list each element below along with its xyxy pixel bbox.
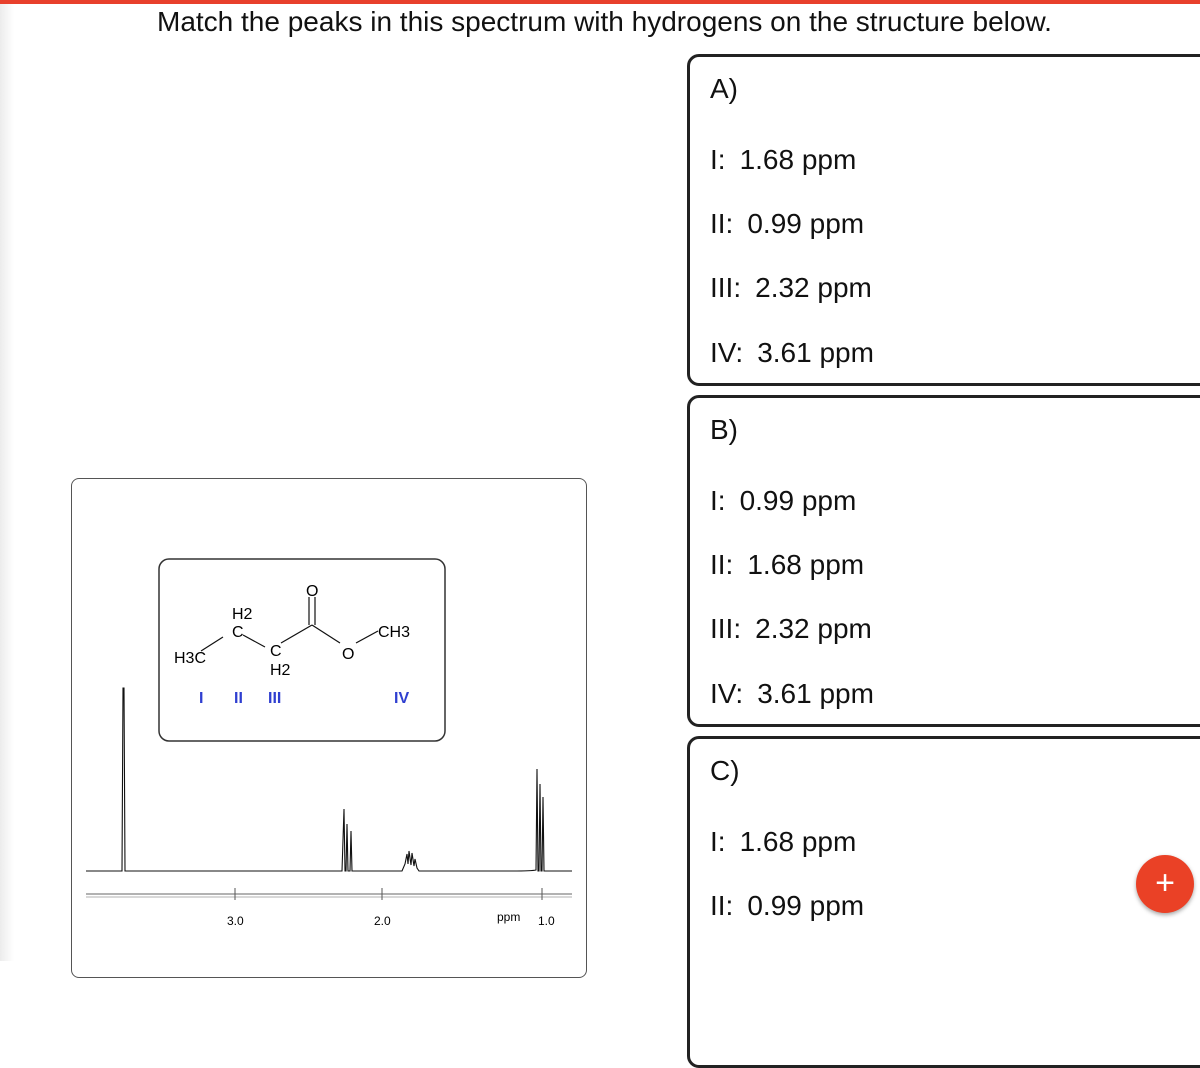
option-letter: A) — [710, 73, 738, 104]
h3c-label: H3C — [174, 650, 207, 667]
answer-line — [710, 485, 856, 517]
answer-line — [710, 549, 864, 581]
answer-value: 1.68 ppm — [739, 826, 857, 857]
tick-label-3: 3.0 — [227, 914, 244, 928]
answer-label: IV: — [710, 678, 744, 709]
option-card-b[interactable] — [687, 395, 1200, 727]
label-iii: III — [268, 690, 282, 707]
answer-line — [710, 208, 864, 240]
option-card-a[interactable] — [687, 54, 1200, 386]
answer-line — [710, 337, 874, 369]
option-letter: B) — [710, 414, 738, 445]
ch2-bottom-h-label: H2 — [270, 662, 291, 679]
ch2-bottom-c-label: C — [270, 643, 282, 660]
option-letter: C) — [710, 755, 740, 786]
answer-value: 1.68 ppm — [739, 144, 857, 175]
option-card-c[interactable] — [687, 736, 1200, 1068]
answer-label: III: — [710, 272, 742, 303]
answer-label: II: — [710, 549, 734, 580]
spectrum-card — [71, 478, 587, 978]
ch2-top-c-label: C — [232, 624, 244, 641]
answer-label: I: — [710, 826, 726, 857]
answer-line — [710, 890, 864, 922]
answer-label: II: — [710, 890, 734, 921]
answer-label: I: — [710, 485, 726, 516]
tick-label-2: 2.0 — [374, 914, 391, 928]
answer-value: 0.99 ppm — [747, 208, 865, 239]
answer-label: IV: — [710, 337, 744, 368]
answer-label: I: — [710, 144, 726, 175]
answer-line — [710, 826, 856, 858]
ch3-label: CH3 — [378, 624, 411, 641]
carbonyl-oxygen-label: O — [306, 583, 319, 600]
label-iv: IV — [394, 690, 410, 707]
tick-label-1: 1.0 — [538, 914, 555, 928]
answer-label: II: — [710, 208, 734, 239]
answer-value: 0.99 ppm — [739, 485, 857, 516]
answer-value: 2.32 ppm — [755, 613, 872, 644]
axis-unit-label: ppm — [497, 910, 521, 924]
answer-value: 3.61 ppm — [757, 678, 874, 709]
answer-value: 3.61 ppm — [757, 337, 874, 368]
label-ii: II — [234, 690, 243, 707]
answer-value: 0.99 ppm — [747, 890, 865, 921]
ch2-top-h-label: H2 — [232, 606, 253, 623]
ester-oxygen-label: O — [342, 646, 355, 663]
nmr-spectrum-figure — [72, 479, 588, 962]
top-accent-bar — [0, 0, 1200, 4]
answer-line — [710, 678, 874, 710]
answer-value: 2.32 ppm — [755, 272, 872, 303]
label-i: I — [199, 690, 204, 707]
add-button[interactable]: + — [1136, 855, 1194, 913]
answer-line — [710, 272, 872, 304]
answer-line — [710, 613, 872, 645]
left-edge-shadow — [0, 4, 14, 961]
answer-value: 1.68 ppm — [747, 549, 865, 580]
question-text: Match the peaks in this spectrum with hydrogens on the structure below. — [157, 6, 1052, 37]
answer-line — [710, 144, 856, 176]
answer-label: III: — [710, 613, 742, 644]
